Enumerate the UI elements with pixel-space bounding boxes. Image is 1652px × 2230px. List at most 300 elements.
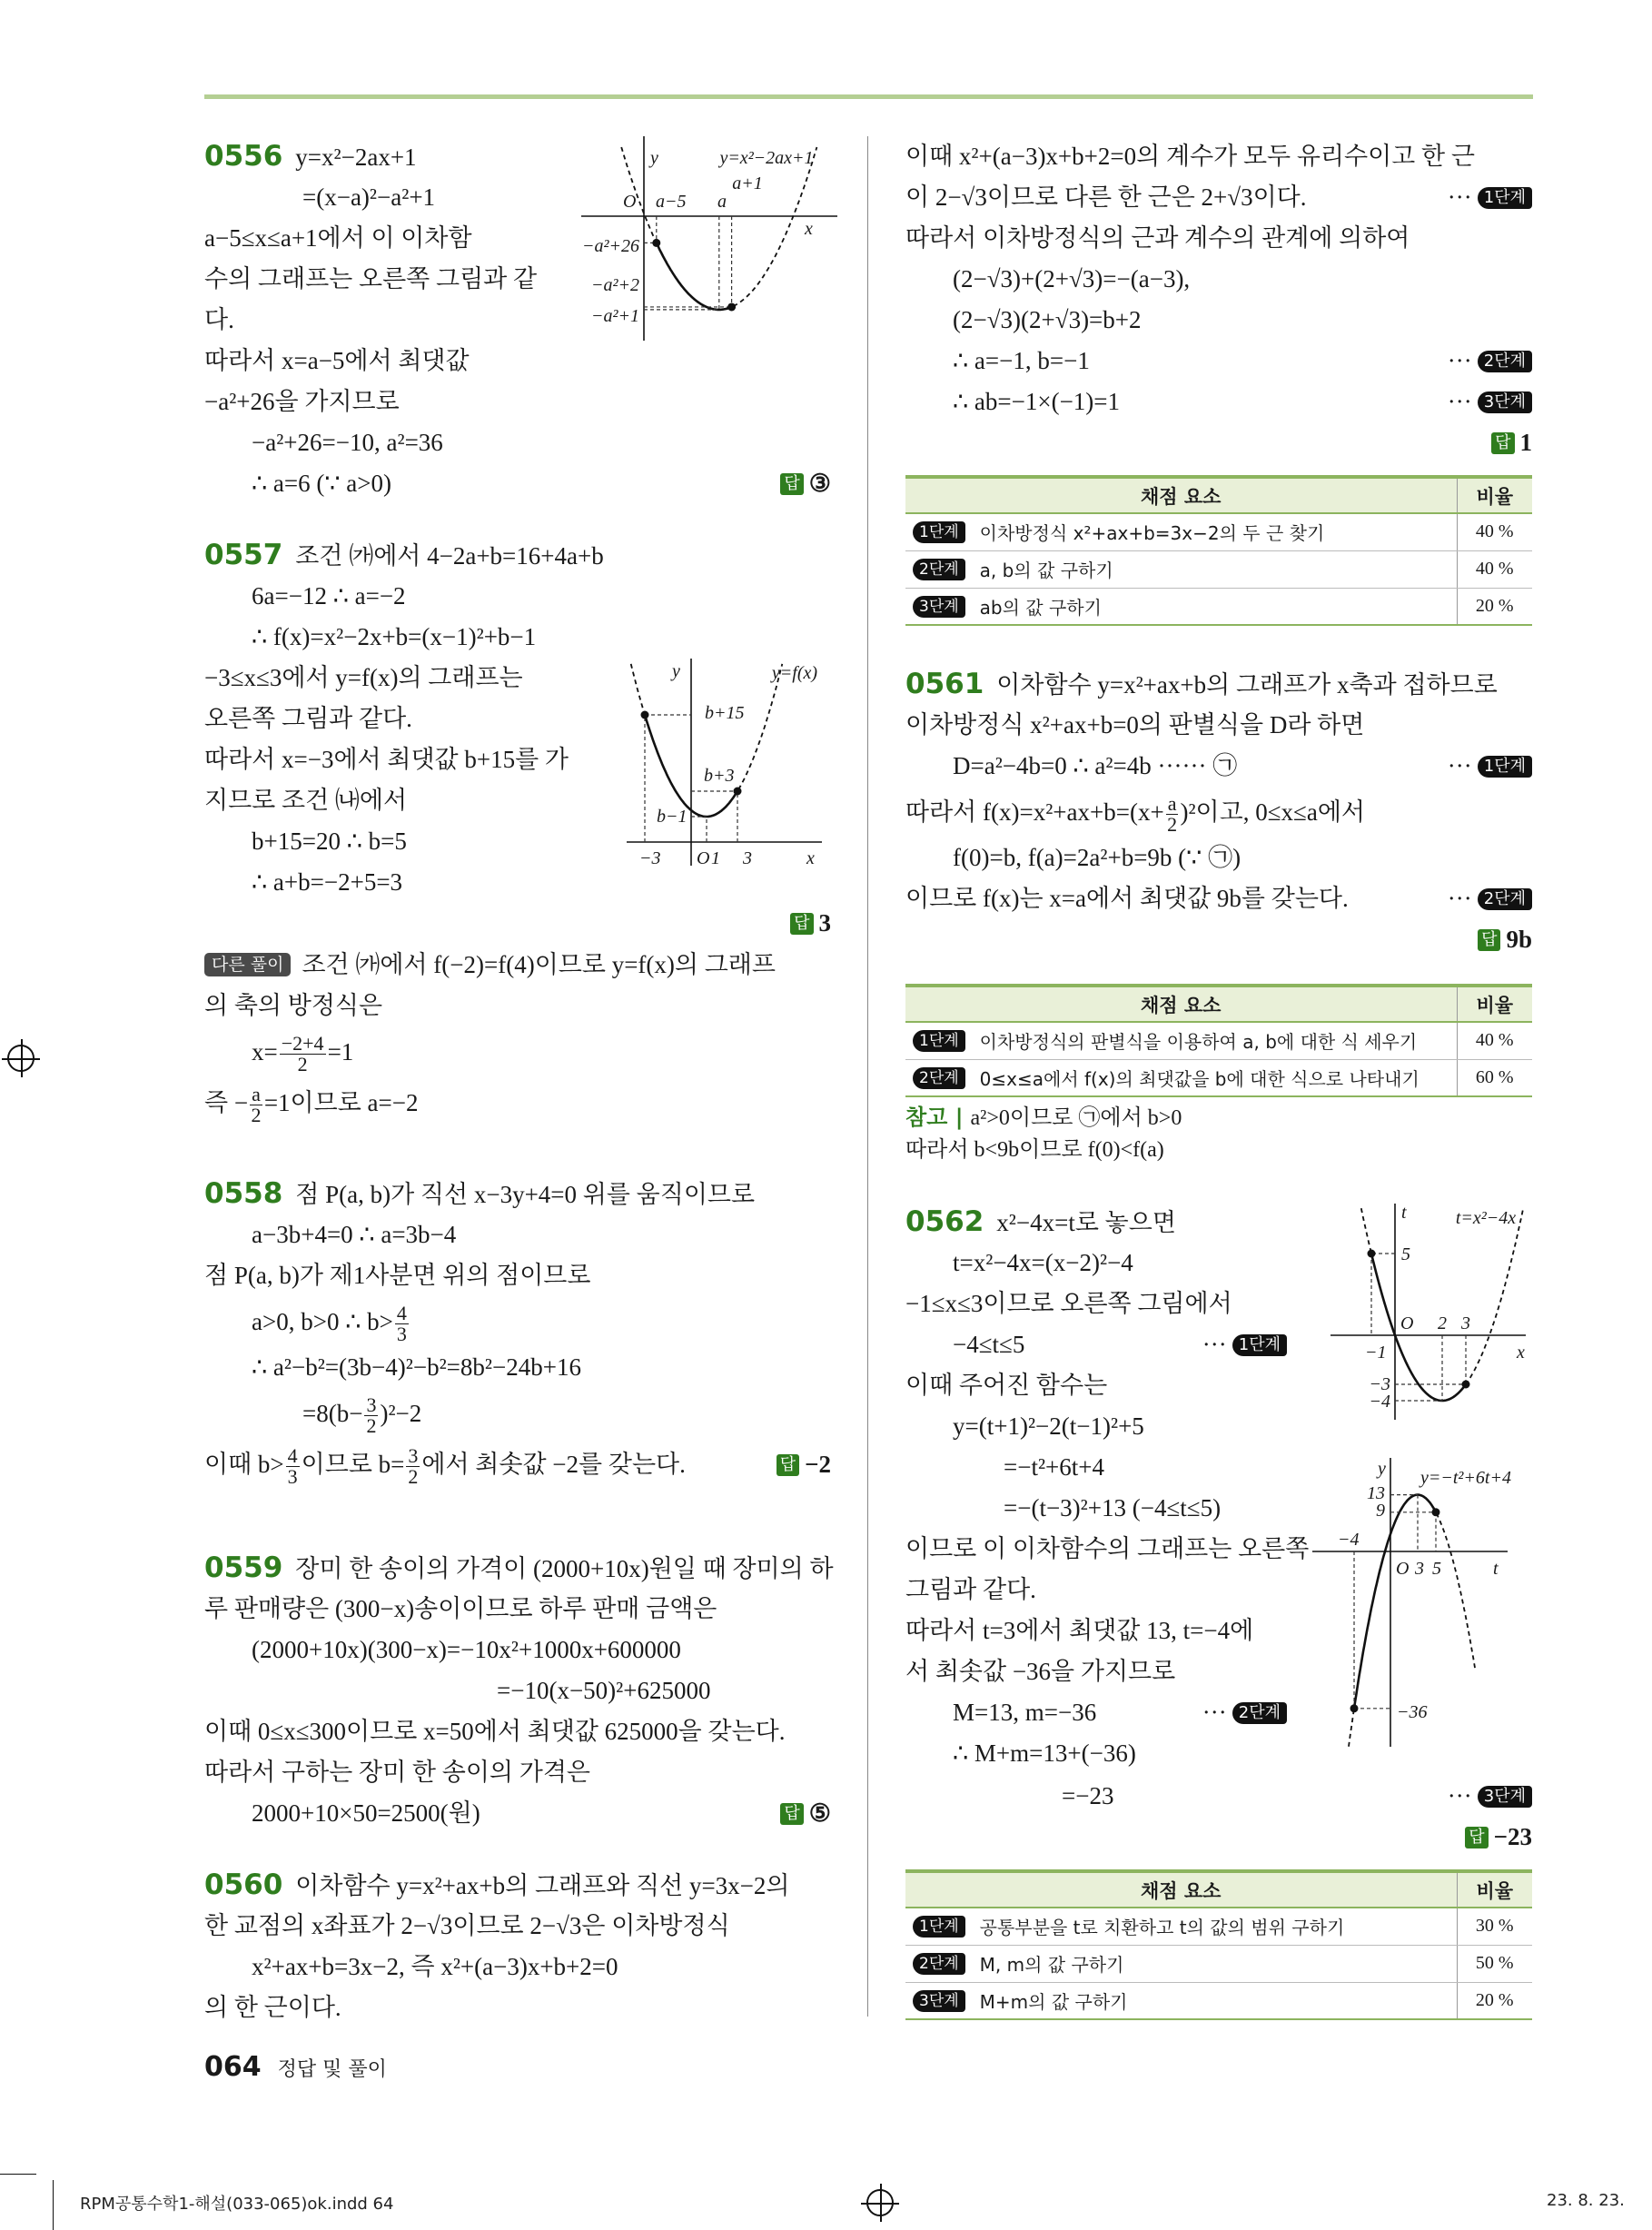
table-row: [905, 588, 1532, 625]
answer-value: −23: [1493, 1823, 1532, 1850]
numerator: −2+4: [281, 1032, 324, 1056]
parabola-dashed: [621, 147, 816, 310]
step-badge: 2단계: [1232, 1702, 1287, 1724]
table-row: [905, 1945, 1532, 1982]
criteria-text: 0≤x≤a에서 f(x)의 최댓값을 b에 대한 식으로 나타내기: [979, 1067, 1420, 1090]
text-line: [905, 837, 1532, 878]
text-line: [204, 1987, 831, 2028]
page-number: 064: [204, 2051, 262, 2083]
text-line: [204, 1793, 831, 1834]
text-line: [905, 1283, 1287, 1324]
criteria-text: 이차방정식 x²+ax+b=3x−2의 두 근 찾기: [979, 522, 1325, 545]
endpoint: [652, 239, 660, 247]
crop-mark: [53, 2180, 54, 2230]
graph-label: 3: [1415, 1559, 1424, 1579]
line-marker: [1465, 1817, 1532, 1858]
problem-number: 0562: [905, 1205, 984, 1238]
column-divider: [867, 136, 868, 2017]
text-line: [204, 382, 831, 422]
graph-label: O: [1396, 1559, 1410, 1579]
answer-badge: 답: [790, 913, 813, 935]
math-text: =1이므로 a=−2: [263, 1089, 419, 1116]
ellipsis: ···: [1447, 885, 1472, 912]
answer-value: 1: [1519, 429, 1532, 456]
header-criteria: 채점 요소: [905, 477, 1457, 513]
math-text: 이때 b>: [204, 1451, 284, 1478]
note-line: 따라서 b<9b이므로 f(0)<f(a): [905, 1138, 1164, 1162]
text-line: [905, 300, 1532, 341]
ellipsis: ···: [1202, 1699, 1227, 1726]
line-text: b+15=20 ∴ b=5: [252, 828, 407, 855]
step-badge: 1단계: [913, 1030, 965, 1052]
numerator: 4: [287, 1444, 298, 1468]
graph-label: b+15: [705, 703, 745, 723]
scoring-table: [905, 475, 1532, 626]
text-line: [204, 422, 831, 463]
footer-title: 정답 및 풀이: [277, 2058, 387, 2081]
text-line: [204, 1255, 831, 1296]
table-row: [905, 1059, 1532, 1096]
line-text: a−5≤x≤a+1에서 이 이차함: [204, 224, 472, 252]
line-text: y=(t+1)²−2(t−1)²+5: [953, 1412, 1144, 1440]
text-line: [204, 1589, 831, 1630]
answer-value: 9b: [1506, 926, 1532, 953]
text-line: [905, 382, 1532, 422]
line-text: −a²+26을 가지므로: [204, 388, 400, 415]
line-text: 조건 ㈎에서 f(−2)=f(4)이므로 y=f(x)의 그래프: [302, 951, 776, 978]
graph-label: y: [672, 661, 680, 681]
graph-label: −1: [1365, 1343, 1387, 1363]
line-text: x²+ax+b=3x−2, 즉 x²+(a−3)x+b+2=0: [252, 1953, 618, 1980]
line-marker: [790, 903, 831, 944]
line-text: 의 축의 방정식은: [204, 992, 383, 1019]
graph-label: −4: [1369, 1392, 1390, 1412]
scoring-table: [905, 1869, 1532, 2020]
line-text: =−23: [1062, 1782, 1114, 1809]
header-criteria: 채점 요소: [905, 1871, 1457, 1908]
text-line: [905, 787, 1532, 837]
text-line: [204, 1077, 831, 1128]
line-text: ∴ M+m=13+(−36): [953, 1739, 1136, 1767]
line-text: −3≤x≤3에서 y=f(x)의 그래프는: [204, 664, 523, 691]
table-row: [905, 550, 1532, 588]
endpoint: [1432, 1508, 1440, 1516]
text-line: [905, 177, 1532, 218]
text-line: [204, 1296, 831, 1347]
text-line: [905, 1611, 1287, 1651]
text-line: [905, 919, 1532, 960]
graph-label: −3: [639, 848, 661, 868]
line-text: ∴ a=6 (∵ a>0): [252, 470, 392, 497]
step-badge: 1단계: [1478, 187, 1532, 209]
denominator: 3: [287, 1465, 298, 1489]
parabola-solid: [1354, 1495, 1436, 1709]
graph-label: x: [806, 848, 815, 868]
math-text: =8(b−: [302, 1400, 363, 1427]
step-badge: 1단계: [1478, 756, 1532, 778]
endpoint: [1462, 1381, 1470, 1389]
step-badge: 1단계: [913, 521, 965, 543]
endpoint: [734, 788, 742, 796]
graph-0562-y: [1312, 1458, 1535, 1749]
text-line: [905, 1324, 1287, 1365]
graph-label: 1: [711, 848, 720, 868]
graph-label: −36: [1397, 1702, 1428, 1722]
line-marker: [777, 1439, 831, 1490]
ratio-cell: 50 %: [1457, 1945, 1532, 1982]
graph-label: t=x²−4x: [1455, 1208, 1517, 1228]
line-text: 이차함수 y=x²+ax+b의 그래프가 x축과 접하므로: [996, 671, 1498, 699]
text-line: [905, 218, 1532, 259]
line-text: 이때 주어진 함수는: [905, 1372, 1108, 1399]
graph-label: −a²+2: [591, 275, 639, 295]
file-slug: RPM공통수학1-해설(033-065)ok.indd 64: [80, 2195, 394, 2214]
line-text: 이므로 f(x)는 x=a에서 최댓값 9b를 갖는다.: [905, 885, 1349, 912]
text-line: [905, 1651, 1287, 1692]
table-row: [905, 1908, 1532, 1945]
registration-mark-icon: [7, 1045, 35, 1072]
ellipsis: ···: [1202, 1331, 1227, 1358]
text-line: [204, 1439, 831, 1490]
answer-badge: 답: [780, 1803, 803, 1825]
graph-label: b−1: [657, 807, 688, 827]
solution-block: [905, 664, 1532, 960]
graph-label: y: [650, 148, 658, 168]
text-line: [905, 705, 1532, 746]
header-criteria: 채점 요소: [905, 986, 1457, 1022]
text-line: [905, 1447, 1287, 1488]
line-text: x²−4x=t로 놓으면: [996, 1209, 1176, 1236]
text-line: [204, 576, 831, 617]
line-text: 따라서 구하는 장미 한 송이의 가격은: [204, 1759, 590, 1786]
line-text: (2−√3)+(2+√3)=−(a−3),: [953, 265, 1191, 292]
text-line: [905, 1488, 1287, 1529]
numerator: a: [1167, 792, 1177, 816]
graph-label: a−5: [656, 192, 687, 212]
graph-label: 5: [1401, 1244, 1410, 1264]
text-line: [905, 422, 1532, 463]
criteria-cell: [905, 1982, 1457, 2019]
ellipsis: ···: [1447, 347, 1472, 374]
ellipsis: ···: [1447, 752, 1472, 779]
line-text: ∴ a+b=−2+5=3: [252, 868, 403, 896]
line-text: M=13, m=−36: [953, 1699, 1097, 1726]
fraction: [406, 1446, 420, 1487]
text-line: [204, 341, 831, 382]
text-line: [905, 1365, 1287, 1406]
answer-value: ⑤: [808, 1799, 831, 1827]
line-text: y=x²−2ax+1: [295, 144, 417, 171]
line-text: 장미 한 송이의 가격이 (2000+10x)원일 때 장미의 하: [295, 1555, 834, 1582]
text-line: [204, 1630, 831, 1670]
answer-value: 3: [818, 909, 831, 937]
fraction: [1166, 794, 1179, 835]
text-line: [204, 1026, 831, 1077]
table-row: [905, 1982, 1532, 2019]
graph-label: −a²+1: [591, 306, 639, 326]
math-text: 즉 −: [204, 1089, 249, 1116]
line-text: =−10(x−50)²+625000: [497, 1677, 711, 1704]
line-text: (2−√3)(2+√3)=b+2: [953, 306, 1142, 333]
text-line: [204, 535, 831, 576]
criteria-text: M, m의 값 구하기: [979, 1954, 1124, 1976]
header-ratio: 비율: [1457, 477, 1532, 513]
graph-0562-t: [1331, 1204, 1535, 1422]
answer-value: −2: [805, 1451, 831, 1478]
ellipsis: ···: [1447, 1782, 1472, 1809]
text-line: [905, 878, 1532, 919]
criteria-text: M+m의 값 구하기: [979, 1990, 1128, 2013]
page-footer: [204, 2051, 387, 2083]
criteria-cell: [905, 1908, 1457, 1945]
line-text: D=a²−4b=0 ∴ a²=4b ······ ㉠: [953, 752, 1238, 779]
text-line: [905, 341, 1532, 382]
step-badge: 1단계: [1232, 1334, 1287, 1356]
line-marker: [1202, 1692, 1287, 1733]
step-badge: 3단계: [913, 1990, 965, 2012]
problem-number: 0560: [204, 1868, 283, 1901]
solution-block: [905, 136, 1532, 463]
math-text: 에서 최솟값 −2를 갖는다.: [421, 1451, 686, 1478]
text-line: [905, 1570, 1287, 1611]
criteria-text: ab의 값 구하기: [979, 596, 1102, 619]
line-marker: [1478, 919, 1532, 960]
graph-label: y=−t²+6t+4: [1420, 1468, 1511, 1488]
line-text: 점 P(a, b)가 제1사분면 위의 점이므로: [204, 1262, 591, 1289]
problem-number: 0557: [204, 539, 283, 571]
line-text: 지므로 조건 ㈏에서: [204, 787, 408, 814]
math-text: a>0, b>0 ∴ b>: [252, 1308, 393, 1335]
ellipsis: ···: [1447, 388, 1472, 415]
line-text: ∴ a=−1, b=−1: [953, 347, 1090, 374]
endpoint: [1350, 1704, 1359, 1712]
text-line: [204, 1947, 831, 1987]
math-text: 이므로 b=: [301, 1451, 405, 1478]
step-badge: 2단계: [1478, 888, 1532, 910]
problem-number: 0558: [204, 1177, 283, 1210]
answer-badge: 답: [1465, 1827, 1488, 1848]
graph-label: y: [1378, 1459, 1386, 1479]
table-row: [905, 1022, 1532, 1059]
problem-number: 0556: [204, 140, 283, 173]
header-ratio: 비율: [1457, 1871, 1532, 1908]
line-text: 이때 0≤x≤300이므로 x=50에서 최댓값 625000을 갖는다.: [204, 1718, 786, 1745]
line-text: 이 2−√3이므로 다른 한 근은 2+√3이다.: [905, 183, 1307, 211]
criteria-cell: [905, 588, 1457, 625]
line-text: 따라서 x=a−5에서 최댓값: [204, 347, 470, 374]
header-ratio: 비율: [1457, 986, 1532, 1022]
graph-label: O: [1400, 1313, 1414, 1333]
line-text: =(x−a)²−a²+1: [302, 183, 436, 211]
math-text: )²이고, 0≤x≤a에서: [1180, 798, 1365, 826]
denominator: 2: [251, 1104, 262, 1127]
line-text: 루 판매량은 (300−x)송이이므로 하루 판매 금액은: [204, 1595, 717, 1622]
text-line: [204, 617, 831, 658]
line-text: 따라서 t=3에서 최댓값 13, t=−4에: [905, 1617, 1254, 1644]
line-marker: [1202, 1324, 1287, 1365]
criteria-cell: [905, 1059, 1457, 1096]
text-line: [905, 1692, 1287, 1733]
problem-number: 0559: [204, 1551, 283, 1584]
fraction: [286, 1446, 300, 1487]
solution-block: [204, 1865, 831, 2028]
criteria-cell: [905, 513, 1457, 550]
step-badge: 3단계: [1478, 391, 1532, 413]
endpoint: [1368, 1250, 1376, 1258]
step-badge: 2단계: [1478, 351, 1532, 372]
line-marker: [1448, 177, 1532, 218]
graph-label: 5: [1432, 1559, 1441, 1579]
denominator: 2: [297, 1053, 308, 1076]
step-badge: 2단계: [913, 559, 965, 580]
line-text: a−3b+4=0 ∴ a=3b−4: [252, 1221, 457, 1248]
text-line: [204, 1711, 831, 1752]
criteria-cell: [905, 550, 1457, 588]
text-line: [204, 903, 831, 944]
graph-label: a: [717, 192, 727, 212]
parabola-solid: [657, 243, 732, 310]
line-text: 이때 x²+(a−3)x+b+2=0의 계수가 모두 유리수이고 한 근: [905, 143, 1475, 170]
answer-badge: 답: [1478, 929, 1500, 951]
line-text: 서 최솟값 −36을 가지므로: [905, 1658, 1176, 1685]
text-line: [204, 1548, 834, 1589]
line-text: ∴ f(x)=x²−2x+b=(x−1)²+b−1: [252, 623, 537, 650]
line-marker: [1448, 382, 1532, 422]
criteria-text: 공통부분을 t로 치환하고 t의 값의 범위 구하기: [979, 1917, 1345, 1939]
graph-label: x: [805, 219, 813, 239]
line-marker: [780, 463, 831, 504]
denominator: 2: [1167, 813, 1178, 837]
text-line: [204, 1388, 831, 1439]
graph-0556: [554, 136, 845, 336]
line-text: 수의 그래프는 오른쪽 그림과 같: [204, 265, 538, 292]
graph-label: 2: [1438, 1313, 1447, 1333]
text-line: [905, 1243, 1287, 1283]
text-line: [905, 1817, 1532, 1858]
numerator: 3: [408, 1444, 419, 1468]
note-line: a²>0이므로 ㉠에서 b>0: [970, 1106, 1182, 1130]
graph-label: 13: [1367, 1483, 1385, 1503]
line-text: 오른쪽 그림과 같다.: [204, 705, 412, 732]
step-badge: 3단계: [913, 596, 965, 618]
answer-badge: 답: [1491, 432, 1514, 454]
numerator: 4: [396, 1302, 407, 1325]
answer-badge: 답: [777, 1454, 799, 1476]
line-text: (2000+10x)(300−x)=−10x²+1000x+600000: [252, 1636, 681, 1663]
ratio-cell: 40 %: [1457, 550, 1532, 588]
line-text: 한 교점의 x좌표가 2−√3이므로 2−√3은 이차방정식: [204, 1912, 730, 1939]
ratio-cell: 60 %: [1457, 1059, 1532, 1096]
ratio-cell: 30 %: [1457, 1908, 1532, 1945]
graph-label: O: [697, 848, 710, 868]
line-text: =−t²+6t+4: [1004, 1453, 1105, 1481]
denominator: 3: [396, 1323, 407, 1346]
line-text: −a²+26=−10, a²=36: [252, 429, 443, 456]
criteria-cell: [905, 1022, 1457, 1059]
line-text: 점 P(a, b)가 직선 x−3y+4=0 위를 움직이므로: [295, 1181, 756, 1208]
alt-solution-badge: 다른 풀이: [204, 953, 291, 976]
criteria-text: 이차방정식의 판별식을 이용하여 a, b에 대한 식 세우기: [979, 1031, 1418, 1054]
criteria-cell: [905, 1945, 1457, 1982]
graph-label: −a²+26: [582, 236, 639, 256]
fraction: [280, 1034, 326, 1075]
line-text: −1≤x≤3이므로 오른쪽 그림에서: [905, 1290, 1232, 1317]
line-text: 다.: [204, 306, 234, 333]
line-text: 이차방정식 x²+ax+b=0의 판별식을 D라 하면: [905, 711, 1365, 738]
text-line: [905, 259, 1532, 300]
text-line: [204, 1670, 831, 1711]
line-text: 그림과 같다.: [905, 1576, 1036, 1603]
line-text: 따라서 x=−3에서 최댓값 b+15를 가: [204, 746, 569, 773]
solution-block: [905, 1776, 1532, 1858]
line-text: ∴ ab=−1×(−1)=1: [953, 388, 1121, 415]
ratio-cell: 40 %: [1457, 1022, 1532, 1059]
solution-block: [905, 1202, 1310, 1774]
line-text: 따라서 이차방정식의 근과 계수의 관계에 의하여: [905, 224, 1410, 252]
ratio-cell: 20 %: [1457, 588, 1532, 625]
text-line: [905, 746, 1532, 787]
step-badge: 2단계: [913, 1067, 965, 1089]
ratio-cell: 20 %: [1457, 1982, 1532, 2019]
text-line: [204, 862, 831, 903]
text-line: [204, 945, 831, 986]
crop-mark: [0, 2174, 36, 2175]
fraction: [395, 1303, 409, 1344]
line-marker: [1448, 746, 1532, 787]
text-line: [204, 463, 831, 504]
criteria-text: a, b의 값 구하기: [979, 560, 1113, 581]
math-text: =1: [327, 1038, 354, 1065]
graph-label: O: [623, 192, 637, 212]
graph-label: −3: [1369, 1374, 1390, 1394]
line-marker: [1448, 878, 1532, 919]
line-text: −4≤t≤5: [953, 1331, 1025, 1358]
graph-label: b+3: [704, 766, 735, 786]
line-text: 2000+10×50=2500(원): [252, 1799, 480, 1827]
graph-0557: [618, 659, 845, 867]
line-marker: [1448, 341, 1532, 382]
math-text: x=: [252, 1038, 278, 1065]
line-text: t=x²−4x=(x−2)²−4: [953, 1249, 1133, 1276]
step-badge: 1단계: [913, 1916, 965, 1938]
line-text: =−(t−3)²+13 (−4≤t≤5): [1004, 1494, 1222, 1521]
graph-label: a+1: [732, 173, 763, 193]
graph-label: 3: [743, 848, 752, 868]
text-line: [905, 136, 1532, 177]
numerator: a: [252, 1083, 261, 1106]
text-line: [905, 1202, 1287, 1243]
denominator: 2: [366, 1414, 377, 1438]
table-row: [905, 513, 1532, 550]
line-marker: [1491, 422, 1532, 463]
solution-block: [204, 1548, 834, 1834]
top-rule: [204, 94, 1533, 99]
text-line: [905, 1733, 1287, 1774]
line-marker: [780, 1793, 831, 1834]
graph-label: 3: [1461, 1313, 1470, 1333]
ratio-cell: 40 %: [1457, 513, 1532, 550]
text-line: [905, 1529, 1310, 1570]
text-line: [204, 1174, 831, 1214]
math-text: 따라서 f(x)=x²+ax+b=(x+: [905, 798, 1164, 826]
text-line: [204, 986, 831, 1026]
graph-label: y=x²−2ax+1: [719, 148, 814, 168]
fraction: [250, 1085, 262, 1125]
text-line: [204, 1347, 831, 1388]
answer-value: ③: [808, 470, 831, 497]
answer-badge: 답: [780, 473, 803, 495]
problem-number: 0561: [905, 668, 984, 700]
